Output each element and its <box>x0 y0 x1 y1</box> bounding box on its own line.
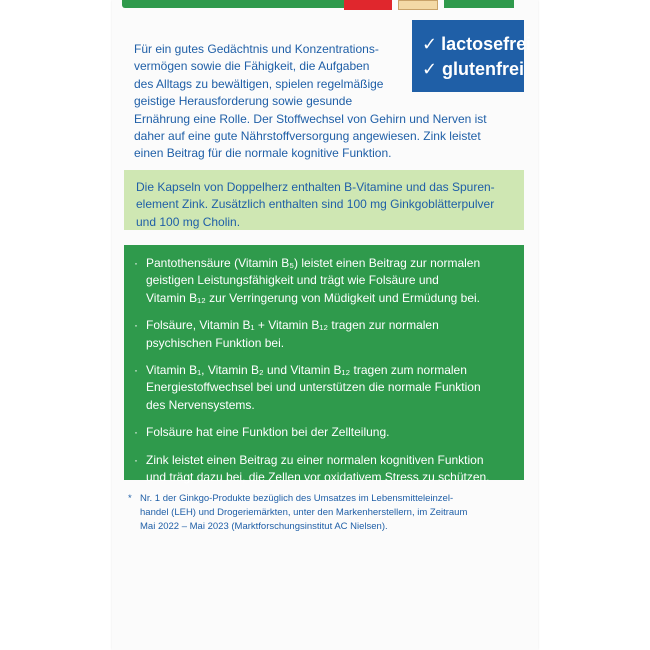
top-strip-green-right <box>444 0 514 8</box>
intro-line: vermögen sowie die Fähigkeit, die Aufgaben <box>134 59 370 74</box>
benefit-line: geistigen Leistungsfähigkeit und trägt wie Folsäure und <box>146 273 439 288</box>
badge-row-gluten <box>422 57 524 82</box>
benefit-item <box>134 362 512 414</box>
intro-line: Für ein gutes Gedächtnis und Konzentrations- <box>134 42 379 56</box>
top-packaging-strip <box>112 0 538 14</box>
ingredients-line: und 100 mg Cholin. <box>136 214 241 229</box>
footnote-line: Mai 2022 – Mai 2023 (Marktforschungsinstitut AC Nielsen). <box>140 521 388 532</box>
benefit-line: Vitamin B₁₂ zur Verringerung von Müdigkeit und Ermüdung bei. <box>146 290 481 305</box>
badge-label-gluten: glutenfrei <box>441 59 524 79</box>
intro-line: Ernährung eine Rolle. Der Stoffwechsel von Gehirn und Nerven ist <box>134 111 487 126</box>
benefit-line: Folsäure hat eine Funktion bei der Zellteilung. <box>146 425 390 440</box>
benefit-item <box>134 452 512 487</box>
bullet-icon: · <box>134 363 138 378</box>
top-strip-gold <box>398 0 438 10</box>
benefit-text <box>146 452 512 487</box>
checkmark-icon: ✓ <box>422 34 438 54</box>
badge-label-lactose: lactosefrei <box>441 34 532 54</box>
benefit-line: Zink leistet einen Beitrag zu einer normalen kognitiven Funktion <box>146 452 484 467</box>
ingredients-info-box <box>124 170 524 230</box>
benefit-line: Energiestoffwechsel bei und unterstützen die normale Funktion <box>146 380 481 395</box>
intro-line: geistige Herausforderung sowie gesunde <box>134 94 353 109</box>
footnote-line: handel (LEH) und Drogeriemärkten, unter den Markenherstellern, im Zeitraum <box>140 507 468 518</box>
top-strip-green <box>122 0 367 8</box>
footnote-line: Nr. 1 der Ginkgo-Produkte bezüglich des Umsatzes im Lebensmitteleinzel- <box>140 493 454 504</box>
benefit-line: Folsäure, Vitamin B₁ + Vitamin B₁₂ tragen zur normalen <box>146 318 439 333</box>
benefit-line: Pantothensäure (Vitamin B₅) leistet einen Beitrag zur normalen <box>146 256 481 270</box>
intro-line: einen Beitrag für die normale kognitive Funktion. <box>134 146 392 161</box>
top-strip-red <box>344 0 392 10</box>
checkmark-icon: ✓ <box>422 59 438 79</box>
footnote <box>128 492 528 534</box>
benefit-text <box>146 424 512 441</box>
benefit-item <box>134 317 512 352</box>
bullet-icon: · <box>134 256 138 270</box>
benefit-line: des Nervensystems. <box>146 397 255 412</box>
intro-line: des Alltags zu bewältigen, spielen regelmäßige <box>134 76 384 91</box>
asterisk-icon: * <box>128 493 132 504</box>
footnote-text <box>140 492 467 534</box>
ingredients-line: element Zink. Zusätzlich enthalten sind 100 mg Ginkgoblätterpulver <box>136 197 495 212</box>
benefit-line: Vitamin B₁, Vitamin B₂ und Vitamin B₁₂ tragen zum normalen <box>146 363 467 378</box>
badge-row-lactose <box>422 32 532 57</box>
benefit-line: psychischen Funktion bei. <box>146 335 285 350</box>
benefit-text <box>146 317 512 352</box>
ingredients-line: Die Kapseln von Doppelherz enthalten B-Vitamine und das Spuren- <box>136 180 495 194</box>
benefit-text <box>146 255 512 307</box>
benefit-item <box>134 255 512 307</box>
product-box-back <box>112 0 538 650</box>
benefit-text <box>146 362 512 414</box>
benefit-line: und trägt dazu bei, die Zellen vor oxidativem Stress zu schützen. <box>146 470 490 485</box>
intro-line: daher auf eine gute Nährstoffversorgung angewiesen. Zink leistet <box>134 129 481 144</box>
benefits-box <box>124 245 524 485</box>
bullet-icon: · <box>134 425 138 440</box>
benefit-item <box>134 424 512 441</box>
bullet-icon: · <box>134 318 138 333</box>
bullet-icon: · <box>134 452 138 467</box>
